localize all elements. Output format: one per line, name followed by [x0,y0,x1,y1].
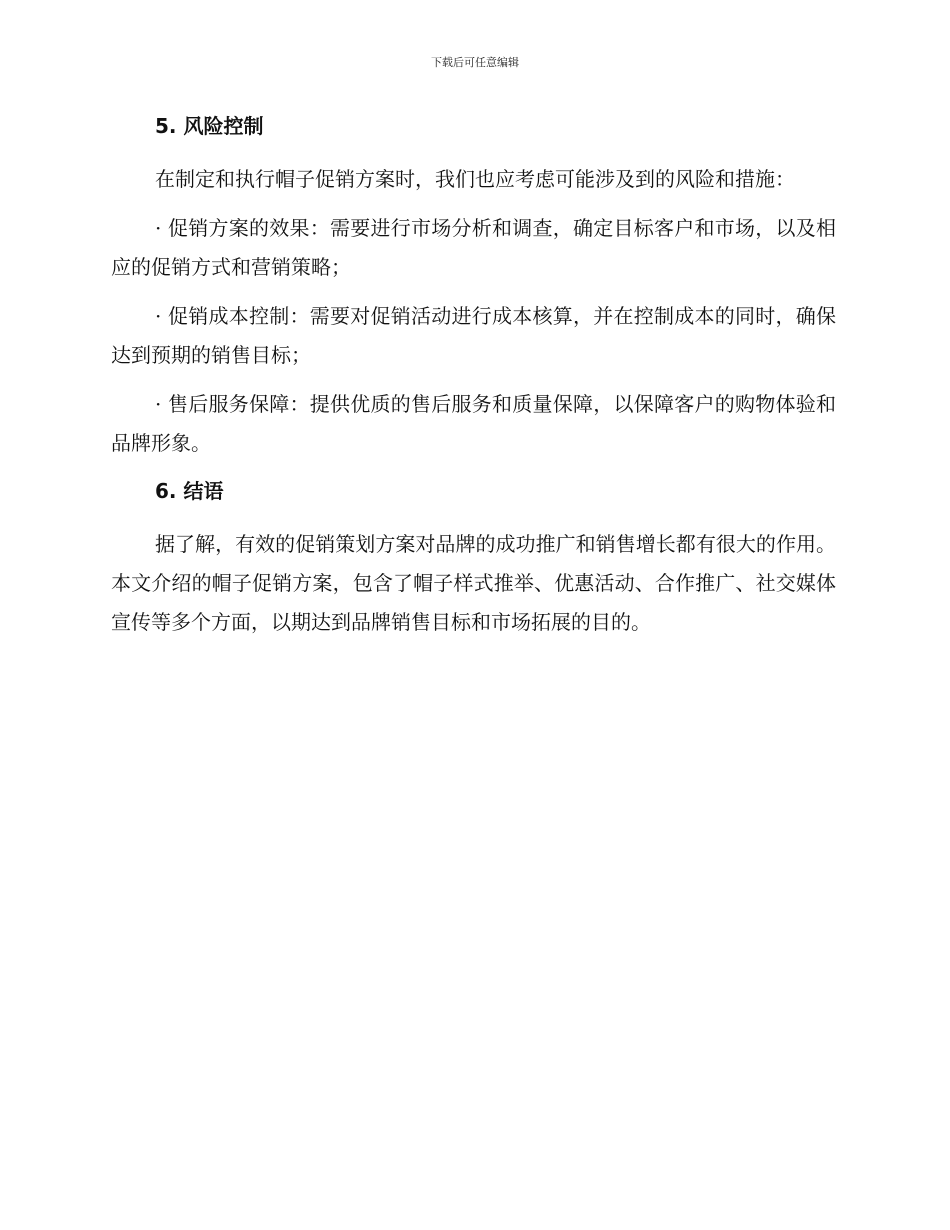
bullet-item: · 促销方案的效果：需要进行市场分析和调查，确定目标客户和市场，以及相应的促销方式和营销策略； [111,216,836,279]
paragraph: 在制定和执行帽子促销方案时，我们也应考虑可能涉及到的风险和措施： [155,167,795,191]
page-header: 下载后可任意编辑 [431,56,519,69]
section-risk-control [111,112,836,463]
section-conclusion [111,477,836,642]
paragraph: 据了解，有效的促销策划方案对品牌的成功推广和销售增长都有很大的作用。本文介绍的帽子促销方案，包含了帽子样式推举、优惠活动、合作推广、社交媒体宣传等多个方面，以期达到品牌销售目标和市场拓展的目的。 [111,532,836,634]
bullet-item: · 促销成本控制：需要对促销活动进行成本核算，并在控制成本的同时，确保达到预期的销售目标； [111,304,836,367]
document-body [111,112,836,652]
section-heading: 5. 风险控制 [155,114,264,138]
section-heading: 6. 结语 [155,479,224,503]
bullet-item: · 售后服务保障：提供优质的售后服务和质量保障，以保障客户的购物体验和品牌形象。 [111,392,836,455]
